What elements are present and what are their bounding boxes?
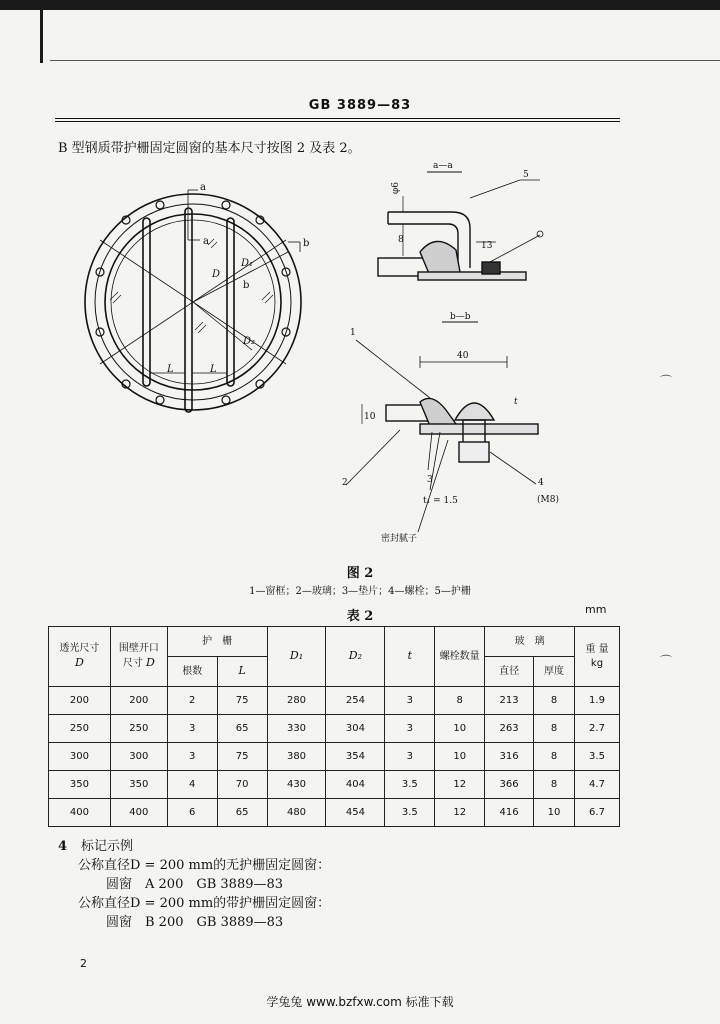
- header-t: t: [385, 627, 435, 687]
- scan-mark-1: ⌒: [660, 374, 673, 388]
- table-cell: 3: [167, 743, 217, 771]
- dimensions-table: [48, 626, 620, 827]
- table-cell: 4: [167, 771, 217, 799]
- bb-nut: [459, 442, 489, 462]
- table-cell: 3.5: [574, 743, 619, 771]
- scan-mark-2: ⌒: [660, 654, 673, 668]
- round-window-front-view: [85, 190, 301, 412]
- label-part-5: 5: [523, 170, 529, 180]
- table-cell: 10: [435, 715, 485, 743]
- header-weight: 重 量 kg: [574, 627, 619, 687]
- example-mark-2: 圆窗 B 200 GB 3889—83: [106, 915, 284, 930]
- label-dim-8: 8: [398, 235, 404, 245]
- section-number: 4: [58, 839, 68, 854]
- table-cell: 8: [534, 715, 575, 743]
- label-D2: D₂: [243, 336, 256, 347]
- label-sealant: 密封腻子: [381, 534, 418, 544]
- table-row: [49, 799, 620, 827]
- example-heading: [58, 837, 330, 856]
- table-cell: 8: [534, 743, 575, 771]
- aa-bolt-clip: [482, 262, 500, 274]
- header-guard: 护 栅: [167, 627, 267, 657]
- header-row-1: [49, 627, 620, 657]
- table-row: [49, 743, 620, 771]
- guard-bar-1: [143, 218, 150, 386]
- label-dim-t: t: [514, 397, 518, 407]
- table-cell: 213: [485, 687, 534, 715]
- label-section-b-b: b—b: [450, 312, 471, 322]
- header-light-size: 透光尺寸 D: [49, 627, 111, 687]
- marking-example: [58, 837, 330, 932]
- label-dim-10: 10: [364, 412, 376, 422]
- header-guard-L: L: [217, 657, 267, 687]
- table-cell: 454: [326, 799, 385, 827]
- table-cell: 300: [110, 743, 167, 771]
- table-cell: 6: [167, 799, 217, 827]
- aa-wall: [418, 272, 526, 280]
- table-row: [49, 771, 620, 799]
- figure-title: 图 2: [346, 566, 374, 581]
- table-cell: 200: [49, 687, 111, 715]
- example-line-1: 公称直径D = 200 mm的无护栅固定圆窗：: [78, 858, 331, 873]
- table-cell: 75: [217, 743, 267, 771]
- aa-frame: [420, 241, 460, 276]
- label-D1: D₁: [241, 258, 254, 269]
- table-cell: 8: [435, 687, 485, 715]
- table-cell: 12: [435, 771, 485, 799]
- label-phi: φ6: [391, 181, 401, 194]
- table-cell: 316: [485, 743, 534, 771]
- header-opening-size: 围壁开口 尺寸 D: [110, 627, 167, 687]
- table-cell: 354: [326, 743, 385, 771]
- table-cell: 263: [485, 715, 534, 743]
- table-cell: 2: [167, 687, 217, 715]
- section-title: 标记示例: [81, 839, 134, 854]
- table-cell: 70: [217, 771, 267, 799]
- table-cell: 280: [267, 687, 326, 715]
- table-row: [49, 687, 620, 715]
- table-cell: 3: [385, 743, 435, 771]
- table-cell: 8: [534, 771, 575, 799]
- label-b: b: [303, 238, 310, 249]
- label-dim-13: 13: [481, 241, 493, 251]
- section-a-a-labels: [391, 161, 529, 251]
- table-cell: 200: [110, 687, 167, 715]
- header-D1: D₁: [267, 627, 326, 687]
- label-D: D: [212, 269, 221, 280]
- table-cell: 3: [167, 715, 217, 743]
- table-cell: 10: [435, 743, 485, 771]
- table-cell: 250: [110, 715, 167, 743]
- table-cell: 400: [110, 799, 167, 827]
- label-dim-40: 40: [457, 351, 469, 361]
- header-glass-diameter: 直径: [485, 657, 534, 687]
- header-glass: 玻 璃: [485, 627, 575, 657]
- header-D2: D₂: [326, 627, 385, 687]
- table-cell: 366: [485, 771, 534, 799]
- header-glass-thickness: 厚度: [534, 657, 575, 687]
- label-part-4: 4: [538, 478, 544, 488]
- label-part-1: 1: [350, 328, 356, 338]
- figure-legend: 1—窗框；2—玻璃；3—垫片；4—螺栓；5—护栅: [249, 586, 471, 597]
- table-cell: 350: [49, 771, 111, 799]
- table-cell: 330: [267, 715, 326, 743]
- label-M8: (M8): [537, 495, 559, 505]
- table-cell: 304: [326, 715, 385, 743]
- header-guard-count: 根数: [167, 657, 217, 687]
- table-cell: 350: [110, 771, 167, 799]
- table-cell: 3.5: [385, 771, 435, 799]
- table-cell: 3.5: [385, 799, 435, 827]
- table-cell: 12: [435, 799, 485, 827]
- table-cell: 75: [217, 687, 267, 715]
- bb-frame: [420, 398, 456, 426]
- bb-wall: [420, 424, 538, 434]
- table-cell: 404: [326, 771, 385, 799]
- example-line-2: 公称直径D = 200 mm的带护栅固定圆窗：: [78, 896, 331, 911]
- guard-bar-3: [227, 218, 234, 386]
- table-title: 表 2: [346, 609, 374, 624]
- intro-text: B 型钢质带护栅固定圆窗的基本尺寸按图 2 及表 2。: [58, 141, 361, 156]
- table-cell: 8: [534, 687, 575, 715]
- table-cell: 416: [485, 799, 534, 827]
- table-cell: 6.7: [574, 799, 619, 827]
- label-section-a-a: a—a: [433, 161, 453, 171]
- table-cell: 2.7: [574, 715, 619, 743]
- section-a-a: [378, 172, 543, 280]
- label-a-mid: a: [203, 236, 209, 247]
- table-body: [49, 687, 620, 827]
- table-cell: 480: [267, 799, 326, 827]
- table-cell: 3: [385, 687, 435, 715]
- table-cell: 430: [267, 771, 326, 799]
- footer-watermark: 学兔兔 www.bzfxw.com 标准下载: [266, 995, 454, 1009]
- example-mark-1: 圆窗 A 200 GB 3889—83: [106, 877, 284, 892]
- table-cell: 4.7: [574, 771, 619, 799]
- bb-bolt-head: [455, 403, 494, 420]
- label-b-inner: b: [243, 280, 250, 291]
- guard-bar-2: [185, 208, 192, 412]
- table-cell: 400: [49, 799, 111, 827]
- header-bolt-count: 螺栓数量: [435, 627, 485, 687]
- label-L1: L: [167, 364, 174, 375]
- table-cell: 300: [49, 743, 111, 771]
- table-cell: 10: [534, 799, 575, 827]
- standard-number: GB 3889—83: [308, 98, 412, 113]
- label-L2: L: [210, 364, 217, 375]
- label-part-3: 3: [427, 475, 433, 485]
- label-a-top: a: [200, 182, 206, 193]
- table-cell: 254: [326, 687, 385, 715]
- label-part-2: 2: [342, 478, 348, 488]
- table-cell: 3: [385, 715, 435, 743]
- table-cell: 1.9: [574, 687, 619, 715]
- table-unit: mm: [585, 603, 607, 616]
- table-row: [49, 715, 620, 743]
- table-cell: 380: [267, 743, 326, 771]
- table-cell: 65: [217, 715, 267, 743]
- page-number: 2: [80, 957, 87, 970]
- table-cell: 250: [49, 715, 111, 743]
- table-cell: 65: [217, 799, 267, 827]
- label-t1: t₁ = 1.5: [423, 496, 458, 506]
